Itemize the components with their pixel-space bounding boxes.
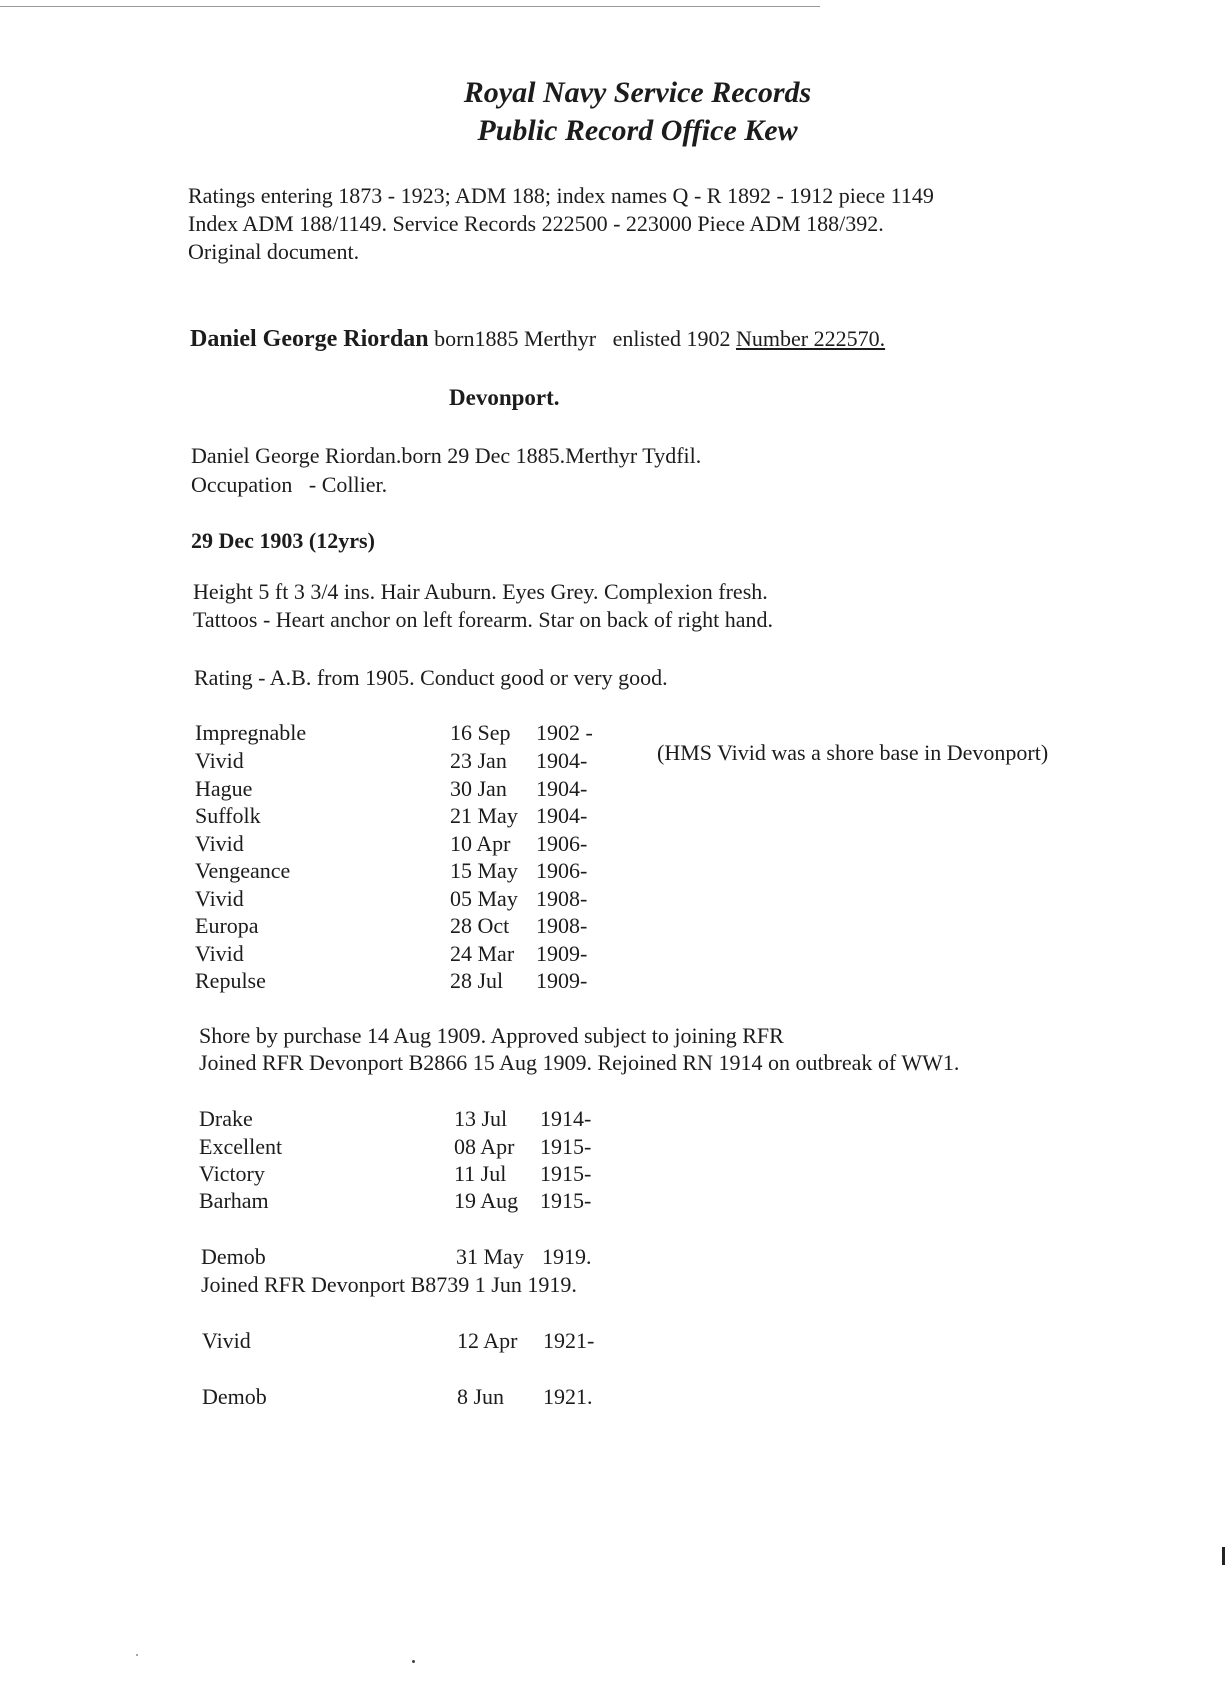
service-year: 1906-: [536, 831, 588, 856]
ship-name: Suffolk: [195, 803, 261, 828]
service-year: 1908-: [536, 913, 588, 938]
ship-name: Hague: [195, 776, 253, 801]
service-date: 13 Jul: [454, 1106, 508, 1131]
service-date: 30 Jan: [450, 776, 507, 801]
service-date: 08 Apr: [454, 1134, 515, 1159]
service-date: 16 Sep: [450, 720, 511, 745]
service-year: 1902 -: [536, 720, 593, 745]
service-date: 12 Apr: [457, 1328, 518, 1353]
demob-label: Demob: [202, 1384, 267, 1409]
service-year: 1914-: [540, 1106, 592, 1131]
ship-name: Europa: [195, 913, 259, 938]
service-year: 1904-: [536, 803, 588, 828]
service-year: 1915-: [540, 1161, 592, 1186]
scan-speck: [412, 1660, 415, 1663]
service-date: 11 Jul: [454, 1161, 507, 1186]
ship-name: Repulse: [195, 968, 266, 993]
rfr-1919-line: Joined RFR Devonport B8739 1 Jun 1919.: [201, 1272, 577, 1297]
demob-date: 31 May: [456, 1244, 524, 1269]
ship-name: Victory: [199, 1161, 265, 1186]
ship-name: Vivid: [202, 1328, 251, 1353]
subject-born: born1885 Merthyr: [434, 326, 597, 351]
port-heading: Devonport.: [449, 385, 560, 410]
scan-speck: [136, 1654, 138, 1656]
shore-line-2: Joined RFR Devonport B2866 15 Aug 1909. Rejoined RN 1914 on outbreak of WW1.: [199, 1050, 960, 1075]
service-year: 1904-: [536, 776, 588, 801]
service-date: 10 Apr: [450, 831, 511, 856]
source-line-2: Index ADM 188/1149. Service Records 222500 - 223000 Piece ADM 188/392.: [188, 211, 884, 236]
service-year: 1909-: [536, 941, 588, 966]
description-line-1: Height 5 ft 3 3/4 ins. Hair Auburn. Eyes Grey. Complexion fresh.: [193, 579, 768, 604]
ship-name: Vivid: [195, 748, 244, 773]
ship-name: Vivid: [195, 941, 244, 966]
service-date: 15 May: [450, 858, 518, 883]
service-year: 1904-: [536, 748, 588, 773]
demob-year: 1919.: [542, 1244, 592, 1269]
service-year: 1906-: [536, 858, 588, 883]
ship-name: Vivid: [195, 886, 244, 911]
ship-name: Drake: [199, 1106, 253, 1131]
vivid-note: (HMS Vivid was a shore base in Devonport): [657, 740, 1049, 765]
document-subtitle: Public Record Office Kew: [477, 114, 798, 147]
subject-heading: [190, 325, 885, 353]
subject-number: Number 222570.: [736, 326, 886, 351]
subject-name: Daniel George Riordan: [190, 326, 429, 352]
ship-name: Impregnable: [195, 720, 307, 745]
service-year: 1921-: [543, 1328, 595, 1353]
service-year: 1915-: [540, 1188, 592, 1213]
description-line-2: Tattoos - Heart anchor on left forearm. Star on back of right hand.: [193, 607, 774, 632]
source-line-3: Original document.: [188, 239, 360, 264]
service-date: 05 May: [450, 886, 518, 911]
demob-date: 8 Jun: [457, 1384, 505, 1409]
service-date: 21 May: [450, 803, 518, 828]
engagement-date: 29 Dec 1903 (12yrs): [191, 528, 375, 553]
ship-name: Excellent: [199, 1134, 283, 1159]
document-title: Royal Navy Service Records: [463, 76, 812, 109]
scan-top-rule: [0, 6, 820, 7]
service-date: 24 Mar: [450, 941, 515, 966]
service-year: 1908-: [536, 886, 588, 911]
rating-line: Rating - A.B. from 1905. Conduct good or very good.: [194, 665, 668, 690]
demob-label: Demob: [201, 1244, 266, 1269]
service-date: 19 Aug: [454, 1188, 519, 1213]
service-date: 28 Oct: [450, 913, 510, 938]
source-line-1: Ratings entering 1873 - 1923; ADM 188; index names Q - R 1892 - 1912 piece 1149: [188, 183, 934, 208]
service-year: 1909-: [536, 968, 588, 993]
demob-year: 1921.: [543, 1384, 593, 1409]
ship-name: Vivid: [195, 831, 244, 856]
service-date: 28 Jul: [450, 968, 504, 993]
ship-name: Barham: [199, 1188, 269, 1213]
ship-name: Vengeance: [195, 858, 291, 883]
birth-line: Daniel George Riordan.born 29 Dec 1885.Merthyr Tydfil.: [191, 443, 702, 468]
occupation-line: Occupation - Collier.: [191, 472, 388, 497]
subject-enlisted: enlisted 1902: [612, 326, 731, 351]
service-year: 1915-: [540, 1134, 592, 1159]
shore-line-1: Shore by purchase 14 Aug 1909. Approved subject to joining RFR: [199, 1023, 784, 1048]
service-date: 23 Jan: [450, 748, 507, 773]
